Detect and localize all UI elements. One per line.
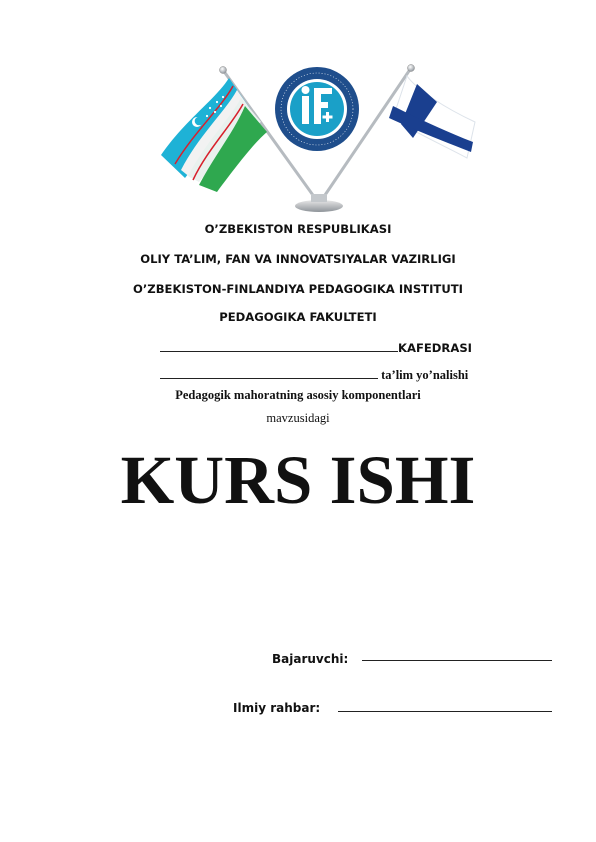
direction-line <box>160 366 468 383</box>
emblem <box>155 60 485 215</box>
direction-blank <box>160 366 378 379</box>
institute-title: O’ZBEKISTON-FINLANDIYA PEDAGOGIKA INSTITUTI <box>133 282 463 296</box>
executor-label: Bajaruvchi: <box>272 652 349 666</box>
uzbekistan-flag-icon <box>161 78 267 192</box>
supervisor-field <box>233 697 320 716</box>
document-type-heading: KURS ISHI <box>120 442 476 518</box>
finland-flag-icon <box>389 76 475 158</box>
topic-caption: mavzusidagi <box>266 411 330 425</box>
institute-logo-icon <box>274 66 360 152</box>
institute-logo <box>274 66 360 152</box>
ministry-title: OLIY TA’LIM, FAN VA INNOVATSIYALAR VAZIRLIGI <box>140 252 456 266</box>
department-line <box>160 339 472 355</box>
supervisor-blank[interactable] <box>338 711 552 712</box>
executor-blank[interactable] <box>362 660 552 661</box>
topic-title: Pedagogik mahoratning asosiy komponentlari <box>175 388 421 402</box>
executor-field <box>272 648 348 667</box>
republic-title: O’ZBEKISTON RESPUBLIKASI <box>204 222 392 236</box>
supervisor-label: Ilmiy rahbar: <box>233 701 321 715</box>
faculty-title: PEDAGOGIKA FAKULTETI <box>219 310 377 324</box>
department-blank <box>160 339 398 352</box>
direction-suffix: ta’lim yo’nalishi <box>378 368 469 382</box>
department-suffix: KAFEDRASI <box>398 341 472 355</box>
